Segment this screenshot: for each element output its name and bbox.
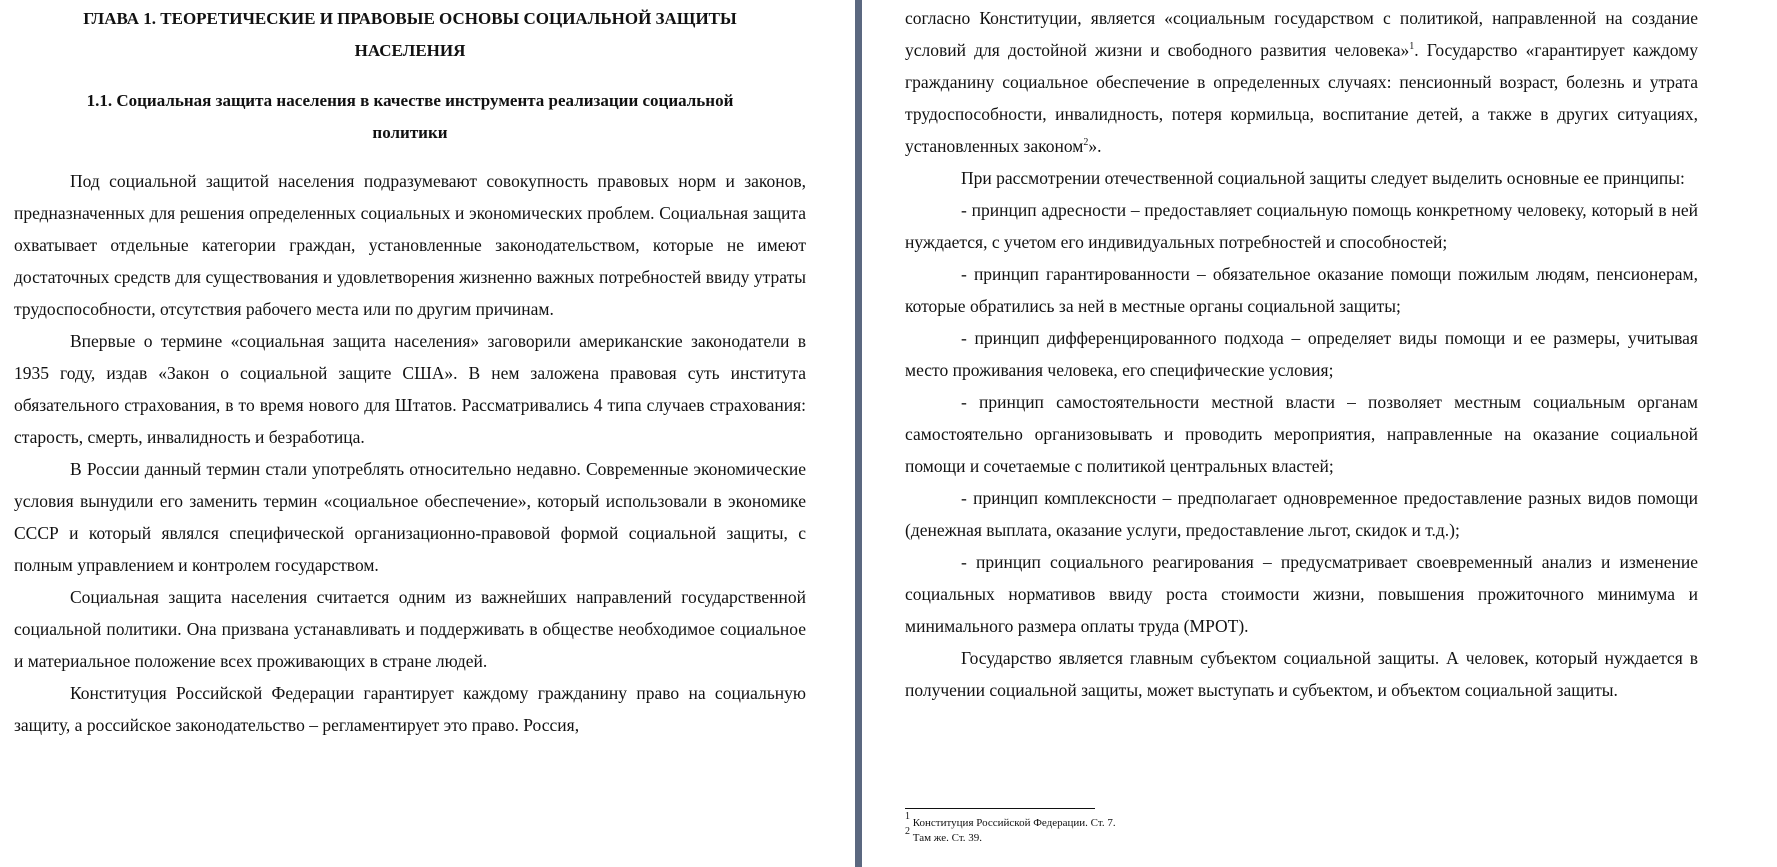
footnote-mark: 1 [905,811,910,822]
continuation-paragraph [905,2,1698,162]
document-page-left [0,0,855,867]
principle-item: - принцип социального реагирования – предусматривает своевременный анализ и изменение социальных нормативов ввиду роста стоимости жизни, повышения прожиточного минимума и минимального размера оплаты труда (МРОТ). [905,552,1698,636]
page-divider [855,0,862,867]
footnote-ref-2[interactable]: 2 [1083,137,1089,148]
principle-item: - принцип дифференцированного подхода – определяет виды помощи и ее размеры, учитывая место проживания человека, его специфические условия; [905,328,1698,380]
page-right-content [905,2,1698,706]
footnote-mark: 2 [905,826,910,837]
footnote-2 [905,826,1116,846]
footnote-separator [905,808,1095,809]
document-page-right [862,0,1777,867]
closing-paragraph: Государство является главным субъектом социальной защиты. А человек, который нуждается в получении социальной защиты, может выступать и субъектом, и объектом социальной защиты. [905,648,1698,700]
chapter-heading [14,3,806,67]
section-heading [14,85,806,149]
paragraph: Конституция Российской Федерации гарантирует каждому гражданину право на социальную защиту, а российское законодательство – регламентирует это право. Россия, [14,683,806,735]
intro-paragraph: При рассмотрении отечественной социальной защиты следует выделить основные ее принципы: [961,168,1685,188]
continuation-text-2: . Государство «гарантирует каждому гражданину социальное обеспечение в определенных случаях: пенсионный возраст, болезнь и утрата трудоспособности, инвалидность, потеря кормильца, воспитание детей, а также в других ситуациях, установленных законом [905,40,1698,156]
principle-item: - принцип самостоятельности местной власти – позволяет местным социальным органам самостоятельно организовывать и проводить мероприятия, направленные на оказание социальной помощи и сочетаемые с политикой центральных властей; [905,392,1698,476]
section-heading-line-2: политики [372,123,448,142]
chapter-heading-line-1: ГЛАВА 1. ТЕОРЕТИЧЕСКИЕ И ПРАВОВЫЕ ОСНОВЫ СОЦИАЛЬНОЙ ЗАЩИТЫ [83,9,737,28]
continuation-text-1: согласно Конституции, является «социальным государством с политикой, направленной на создание условий для достойной жизни и свободного развития человека» [905,8,1698,60]
chapter-heading-line-2: НАСЕЛЕНИЯ [354,41,466,60]
footnote-text: Конституция Российской Федерации. Ст. 7. [910,817,1116,829]
paragraph: Впервые о термине «социальная защита населения» заговорили американские законодатели в 1935 году, издав «Закон о социальной защите США». В нем заложена правовая суть института обязательного страхования, в то время нового для Штатов. Рассматривались 4 типа случаев страхования: старость, смерть, инвалидность и безработица. [14,331,806,447]
continuation-text-3: ». [1088,136,1102,156]
footnote-text: Там же. Ст. 39. [910,832,983,844]
paragraph: В России данный термин стали употреблять относительно недавно. Современные экономические условия вынудили его заменить термин «социальное обеспечение», который использовали в экономике СССР и который являлся специфической организационно-правовой формой социальной защиты, с полным управлением и контролем государством. [14,459,806,575]
footnotes [905,811,1116,846]
principle-item: - принцип гарантированности – обязательное оказание помощи пожилым людям, пенсионерам, которые обратились за ней в местные органы социальной защиты; [905,264,1698,316]
paragraph: Социальная защита населения считается одним из важнейших направлений государственной социальной политики. Она призвана устанавливать и поддерживать в обществе необходимое социальное и материальное положение всех проживающих в стране людей. [14,587,806,671]
footnote-ref-1[interactable]: 1 [1409,41,1415,52]
section-heading-line-1: 1.1. Социальная защита населения в качестве инструмента реализации социальной [86,91,734,110]
paragraph: Под социальной защитой населения подразумевают совокупность правовых норм и законов, предназначенных для решения определенных социальных и экономических проблем. Социальная защита охватывает отдельные категории граждан, установленные законодательством, которые не имеют достаточных средств для существования и удовлетворения жизненно важных потребностей ввиду утраты трудоспособности, отсутствия рабочего места или по другим причинам. [14,171,806,319]
principle-item: - принцип адресности – предоставляет социальную помощь конкретному человеку, который в ней нуждается, с учетом его индивидуальных потребностей и способностей; [905,200,1698,252]
footnote-1 [905,811,1116,831]
principle-item: - принцип комплексности – предполагает одновременное предоставление разных видов помощи (денежная выплата, оказание услуги, предоставление льгот, скидок и т.д.); [905,488,1698,540]
page-left-content [14,0,806,741]
